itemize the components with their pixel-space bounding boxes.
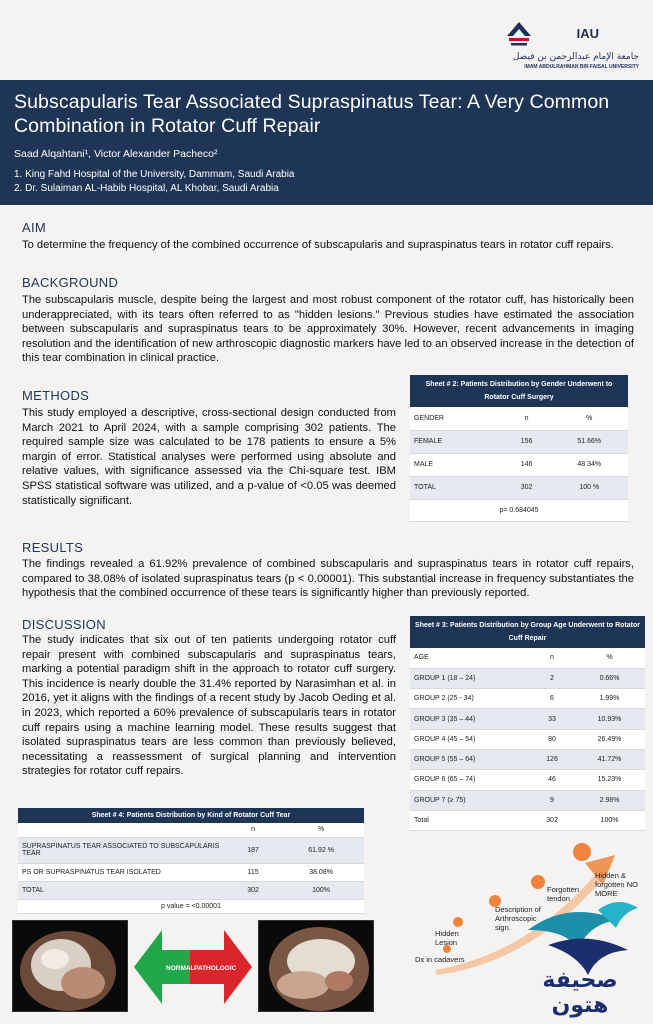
- table-cell: SUPRASPINATUS TEAR ASSOCIATED TO SUBSCAPULARIS TEAR: [18, 837, 228, 863]
- aim-text: To determine the frequency of the combined occurrence of subscapularis and supraspinatus tears in rotator cuff repairs.: [22, 239, 614, 251]
- table-row: [410, 709, 645, 729]
- table-cell: Total: [410, 810, 530, 830]
- table-row: [18, 899, 364, 913]
- table-cell: %: [278, 823, 364, 837]
- university-logo: [499, 12, 639, 72]
- table-cell: n: [228, 823, 278, 837]
- table-row: [18, 863, 364, 881]
- table-cell: 51.66%: [551, 430, 628, 453]
- table-cell: 1.99%: [574, 689, 645, 709]
- table-row: [410, 407, 628, 430]
- table-row: [18, 837, 364, 863]
- pathologic-label: PATHOLOGIC: [194, 965, 237, 972]
- table-cell: 302: [530, 810, 574, 830]
- table-cell: 41.72%: [574, 749, 645, 769]
- stage-label: Dx in cadavers: [415, 955, 465, 964]
- methods-heading: METHODS: [22, 388, 90, 403]
- sheet2-pvalue: p= 0.684045: [410, 499, 628, 521]
- sheet2-table: [410, 375, 628, 522]
- background-text: The subscapularis muscle, despite being the largest and most robust component of the rotator cuff, has historically been underappreciated, with its tears often referred to as "hidden lesions." Previous studies have estimated the association between subscapularis and supraspinatus tears to be approximately 30%. However, recent advancements in imaging resolution and the identification of new arthroscopic diagnostic markers have led to an observed increase in the detection of this tear combination in clinical practice.: [22, 294, 634, 365]
- table-cell: 115: [228, 863, 278, 881]
- table-cell: n: [530, 648, 574, 668]
- normal-label: NORMAL: [166, 965, 195, 972]
- poster-title: Subscapularis Tear Associated Supraspinatus Tear: A Very Common Combination in Rotator Cuff Repair: [14, 91, 610, 137]
- discussion-heading: DISCUSSION: [22, 617, 106, 632]
- table-row: [410, 668, 645, 688]
- results-heading: RESULTS: [22, 540, 84, 555]
- affiliation-2: 2. Dr. Sulaiman AL-Habib Hospital, AL Khobar, Saudi Arabia: [14, 183, 279, 194]
- table-cell: 0.66%: [574, 668, 645, 688]
- table-cell: 100%: [574, 810, 645, 830]
- discussion-text: The study indicates that six out of ten patients undergoing rotator cuff repair present with combined subscapularis and supraspinatus tears, marking a potential paradigm shift in the approach to rotator cuff surgery. This incidence is nearly double the 31.4% reported by Narasimhan et al. in 2016, yet it aligns with the findings of a recent study by Jacob Oeding et al. in 2023, which reported a 60% prevalence of subscapularis tears in rotator cuff repairs using a machine learning model. These results suggest that isolated supraspinatus tears are less common than previously believed, necessitating a reassessment of surgical planning and intervention strategies for rotator cuff repairs.: [22, 634, 396, 778]
- sheet4-pvalue: p value = <0.00001: [18, 899, 364, 913]
- table-cell: GROUP 3 (35 – 44): [410, 709, 530, 729]
- watermark-text: صحيفة هتون: [542, 968, 618, 1018]
- authors: Saad Alqahtani¹, Victor Alexander Pacheco²: [14, 148, 218, 160]
- table-row: [410, 749, 645, 769]
- newspaper-watermark: [508, 890, 648, 1018]
- table-cell: 2: [530, 668, 574, 688]
- iau-logo-icon: [499, 16, 539, 50]
- arthroscopy-pathologic-image: [258, 920, 374, 1012]
- table-row: [410, 729, 645, 749]
- table-cell: n: [503, 407, 551, 430]
- logo-english-name: IMAM ABDULRAHMAN BIN FAISAL UNIVERSITY: [524, 64, 639, 70]
- table-row: [410, 453, 628, 476]
- stage-dot: [573, 843, 591, 861]
- sheet3-title: Sheet # 3: Patients Distribution by Group Age Underwent to Rotator Cuff Repair: [410, 616, 645, 648]
- table-cell: MALE: [410, 453, 503, 476]
- table-cell: TOTAL: [18, 881, 228, 899]
- table-cell: TOTAL: [410, 476, 503, 499]
- poster-header: [0, 80, 653, 205]
- table-cell: 10.93%: [574, 709, 645, 729]
- sheet4-title: Sheet # 4: Patients Distribution by Kind of Rotator Cuff Tear: [18, 808, 364, 823]
- table-cell: GROUP 5 (55 – 64): [410, 749, 530, 769]
- table-row: [410, 476, 628, 499]
- table-cell: AGE: [410, 648, 530, 668]
- table-cell: 80: [530, 729, 574, 749]
- table-cell: GROUP 6 (65 – 74): [410, 770, 530, 790]
- table-cell: 302: [503, 476, 551, 499]
- stage-dot: [453, 917, 463, 927]
- table-cell: 6: [530, 689, 574, 709]
- results-text: The findings revealed a 61.92% prevalence of combined subscapularis and supraspinatus tears in rotator cuff repairs, compared to 38.08% of isolated supraspinatus tears (p < 0.00001). This substantial increase in frequency substantiates the hypothesis that the combined occurrence of these tears is significantly higher than previously reported.: [22, 558, 634, 600]
- table-cell: GROUP 7 (≥ 75): [410, 790, 530, 810]
- table-cell: 2.98%: [574, 790, 645, 810]
- table-row: [410, 648, 645, 668]
- table-cell: 302: [228, 881, 278, 899]
- table-cell: FEMALE: [410, 430, 503, 453]
- sheet3-table: [410, 616, 645, 831]
- table-cell: 46: [530, 770, 574, 790]
- table-cell: 15.23%: [574, 770, 645, 790]
- table-cell: %: [574, 648, 645, 668]
- table-cell: 156: [503, 430, 551, 453]
- table-row: [410, 790, 645, 810]
- table-cell: 100%: [278, 881, 364, 899]
- table-row: [410, 499, 628, 521]
- background-heading: BACKGROUND: [22, 275, 119, 290]
- aim-heading: AIM: [22, 220, 47, 235]
- table-cell: 126: [530, 749, 574, 769]
- sheet4-table: [18, 808, 364, 914]
- table-cell: 9: [530, 790, 574, 810]
- table-cell: 61.92 %: [278, 837, 364, 863]
- table-cell: [18, 823, 228, 837]
- table-cell: %: [551, 407, 628, 430]
- methods-text: This study employed a descriptive, cross-sectional design conducted from March 2021 to April 2024, with a sample comprising 302 patients. The required sample size was calculated to be 178 patients to ensure a 5% margin of error. Statistical analyses were performed using absolute and relative values, with significance assessed via the Chi-square test. IBM SPSS statistical software was utilized, and a p-value of <0.05 was deemed statistically significant.: [22, 407, 396, 507]
- logo-arabic-name: جامعة الإمام عبدالرحمن بن فيصل: [512, 52, 639, 62]
- table-row: [410, 810, 645, 830]
- table-cell: 26.49%: [574, 729, 645, 749]
- table-cell: 100 %: [551, 476, 628, 499]
- table-row: [410, 770, 645, 790]
- affiliation-1: 1. King Fahd Hospital of the University, Dammam, Saudi Arabia: [14, 169, 295, 180]
- table-cell: 38.08%: [278, 863, 364, 881]
- table-row: [18, 881, 364, 899]
- table-row: [18, 823, 364, 837]
- table-row: [410, 689, 645, 709]
- affiliations: [14, 168, 639, 196]
- stage-label: Hidden Lesion: [435, 929, 459, 947]
- table-cell: GROUP 1 (18 – 24): [410, 668, 530, 688]
- stage-label: Description of Arthroscopic sign.: [495, 905, 541, 932]
- stage-label: Hidden & forgotten NO MORE: [595, 871, 638, 898]
- table-row: [410, 430, 628, 453]
- sheet2-title: Sheet # 2: Patients Distribution by Gender Underwent to Rotator Cuff Surgery: [410, 375, 628, 407]
- table-cell: GROUP 4 (45 – 54): [410, 729, 530, 749]
- normal-pathologic-arrows: [132, 922, 254, 1012]
- table-cell: 33: [530, 709, 574, 729]
- arthroscopy-normal-image: [12, 920, 128, 1012]
- table-cell: GENDER: [410, 407, 503, 430]
- table-cell: 146: [503, 453, 551, 476]
- stage-dot: [531, 875, 545, 889]
- table-cell: GROUP 2 (25 - 34): [410, 689, 530, 709]
- table-cell: 187: [228, 837, 278, 863]
- table-cell: PS OR SUPRASPINATUS TEAR ISOLATED: [18, 863, 228, 881]
- stage-label: Forgotten tendon: [547, 885, 580, 903]
- logo-brand: IAU: [576, 26, 599, 41]
- table-cell: 48.34%: [551, 453, 628, 476]
